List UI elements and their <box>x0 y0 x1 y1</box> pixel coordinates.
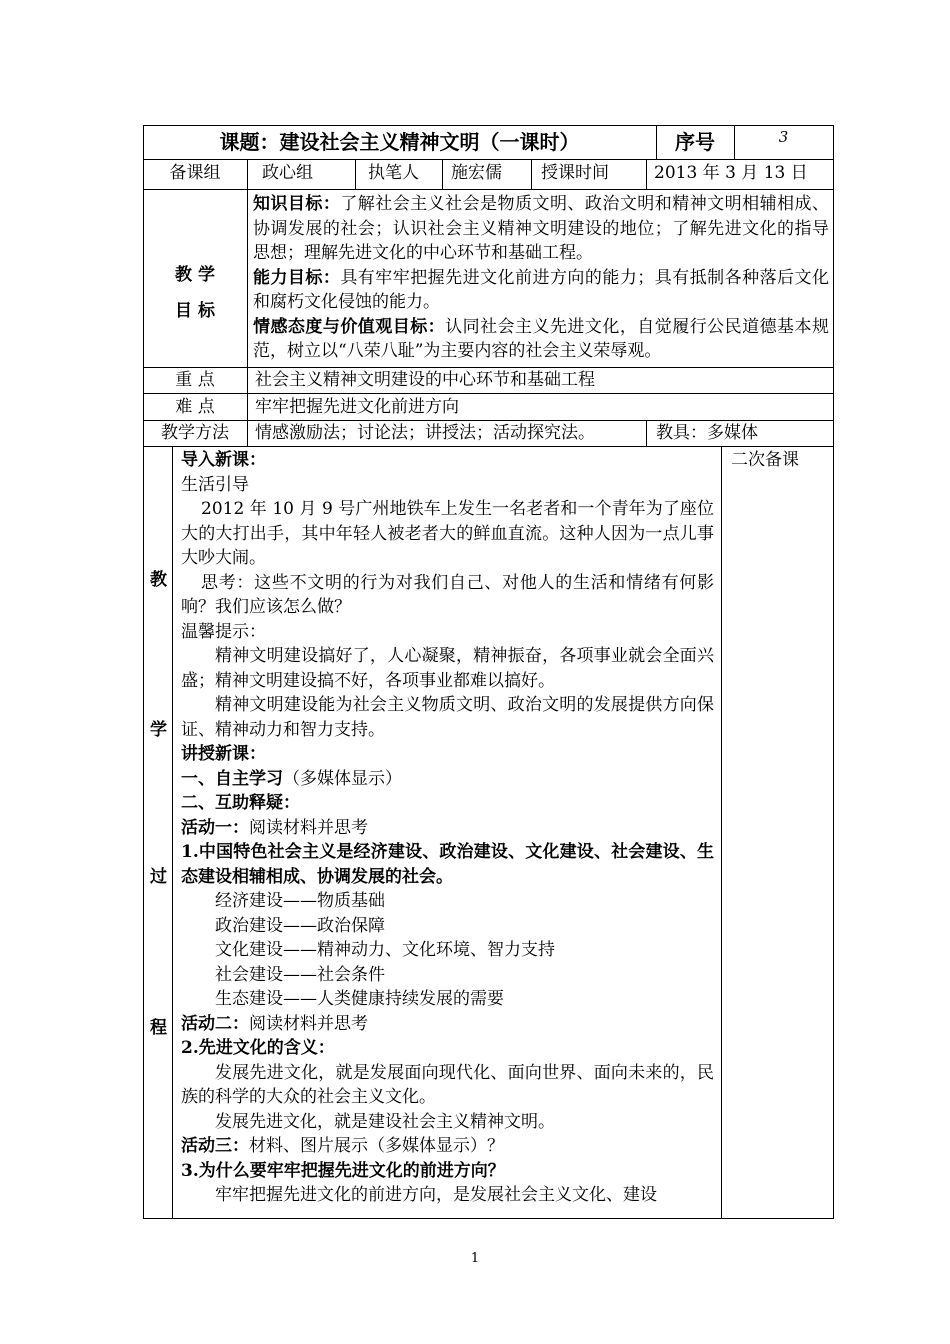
method-label: 教学方法 <box>161 423 229 443</box>
goals-content <box>253 192 829 364</box>
step-2-title: 二、互助释疑： <box>181 793 300 813</box>
group-label: 备课组 <box>169 163 221 183</box>
tip-text-2: 精神文明建设能为社会主义物质文明、政治文明的发展提供方向保证、精神动力和智力支持。 <box>181 695 714 740</box>
knowledge-title: 知识目标： <box>253 194 341 214</box>
think-text: 思考：这些不文明的行为对我们自己、对他人的生活和情绪有何影响？我们应该怎么做？ <box>181 572 714 617</box>
group-value: 政心组 <box>262 163 313 183</box>
seq-value: 3 <box>778 128 789 146</box>
life-guide: 生活引导 <box>181 474 249 495</box>
time-value: 2013 年 3 月 13 日 <box>654 163 808 183</box>
difficulty-label: 难 点 <box>175 397 215 417</box>
point-3: 3.为什么要牢牢把握先进文化的前进方向？ <box>181 1160 505 1181</box>
page-number: 1 <box>470 1251 480 1266</box>
point-2: 2.先进文化的含义： <box>181 1038 335 1058</box>
activity-2 <box>181 1012 714 1037</box>
step-1-title: 一、自主学习 <box>181 768 283 789</box>
method-value: 情感激励法；讨论法；讲授法；活动探究法。 <box>255 423 595 443</box>
meaning-text-2: 发展先进文化，就是建设社会主义精神文明。 <box>215 1111 555 1132</box>
list-item: 生态建设——人类健康持续发展的需要 <box>215 989 504 1009</box>
activity-3-title: 活动三： <box>181 1136 249 1156</box>
activity-1-title: 活动一： <box>181 817 249 838</box>
ability-goal <box>253 266 829 315</box>
emotion-title: 情感态度与价值观目标： <box>253 316 446 337</box>
lesson-title: 课题：建设社会主义精神文明（一课时） <box>219 130 580 154</box>
second-prep-label: 二次备课 <box>731 450 799 470</box>
intro-title: 导入新课： <box>181 450 266 470</box>
goals-label-1: 教 学 <box>175 265 215 285</box>
step-1 <box>181 767 714 792</box>
point-1: 1.中国特色社会主义是经济建设、政治建设、文化建设、社会建设、生态建设相辅相成、协调发展的社会。 <box>181 842 714 887</box>
process-label-char: 教 <box>150 570 167 590</box>
tip-title: 温馨提示： <box>181 621 266 642</box>
goals-label-2: 目 标 <box>175 301 215 321</box>
list-item: 文化建设——精神动力、文化环境、智力支持 <box>215 940 555 960</box>
author-label: 执笔人 <box>368 163 419 183</box>
activity-2-title: 活动二： <box>181 1013 249 1034</box>
list-item: 社会建设——社会条件 <box>215 964 385 985</box>
process-label-char: 学 <box>150 720 167 740</box>
author-value: 施宏儒 <box>451 163 502 183</box>
activity-3 <box>181 1134 714 1159</box>
ability-title: 能力目标： <box>253 267 341 288</box>
knowledge-text: 了解社会主义社会是物质文明、政治文明和精神文明相辅相成、协调发展的社会；认识社会主义精神文明建设的地位；了解先进文化的指导思想；理解先进文化的中心环节和基础工程。 <box>253 194 829 263</box>
tip-text-1: 精神文明建设搞好了，人心凝聚，精神振奋，各项事业就会全面兴盛；精神文明建设搞不好，各项事业都难以搞好。 <box>181 646 714 691</box>
emotion-text: 认同社会主义先进文化，自觉履行公民道德基本规范，树立以“八荣八耻”为主要内容的社会主义荣辱观。 <box>253 316 829 361</box>
difficulty-value: 牢牢把握先进文化前进方向 <box>255 397 459 417</box>
tools-value: 教具：多媒体 <box>656 423 758 443</box>
meaning-text-1: 发展先进文化，就是发展面向现代化、面向世界、面向未来的，民族的科学的大众的社会主义文化。 <box>181 1062 714 1107</box>
last-line: 牢牢把握先进文化的前进方向，是发展社会主义文化、建设 <box>215 1185 657 1205</box>
new-lesson-title: 讲授新课： <box>181 744 266 764</box>
key-value: 社会主义精神文明建设的中心环节和基础工程 <box>255 370 595 390</box>
key-label: 重 点 <box>175 370 215 390</box>
activity-3-text: 材料、图片展示（多媒体显示）？ <box>249 1136 504 1156</box>
activity-1 <box>181 816 714 841</box>
activity-2-text: 阅读材料并思考 <box>249 1013 368 1034</box>
process-content <box>181 448 714 1208</box>
list-item: 政治建设——政治保障 <box>215 915 385 936</box>
seq-label: 序号 <box>675 130 715 154</box>
activity-1-text: 阅读材料并思考 <box>249 817 368 838</box>
process-label-char: 过 <box>150 867 167 887</box>
step-1-note: （多媒体显示） <box>283 768 402 789</box>
story-text: 2012 年 10 月 9 号广州地铁车上发生一名老者和一个青年为了座位大的大打出手，其中年轻人被老者大的鲜血直流。这种人因为一点儿事大吵大闹。 <box>181 499 714 568</box>
knowledge-goal <box>253 192 829 266</box>
time-label: 授课时间 <box>541 163 609 183</box>
list-item: 经济建设——物质基础 <box>215 891 385 911</box>
ability-text: 具有牢牢把握先进文化前进方向的能力；具有抵制各种落后文化和腐朽文化侵蚀的能力。 <box>253 267 829 312</box>
emotion-goal <box>253 315 829 364</box>
process-label-char: 程 <box>150 1018 167 1038</box>
